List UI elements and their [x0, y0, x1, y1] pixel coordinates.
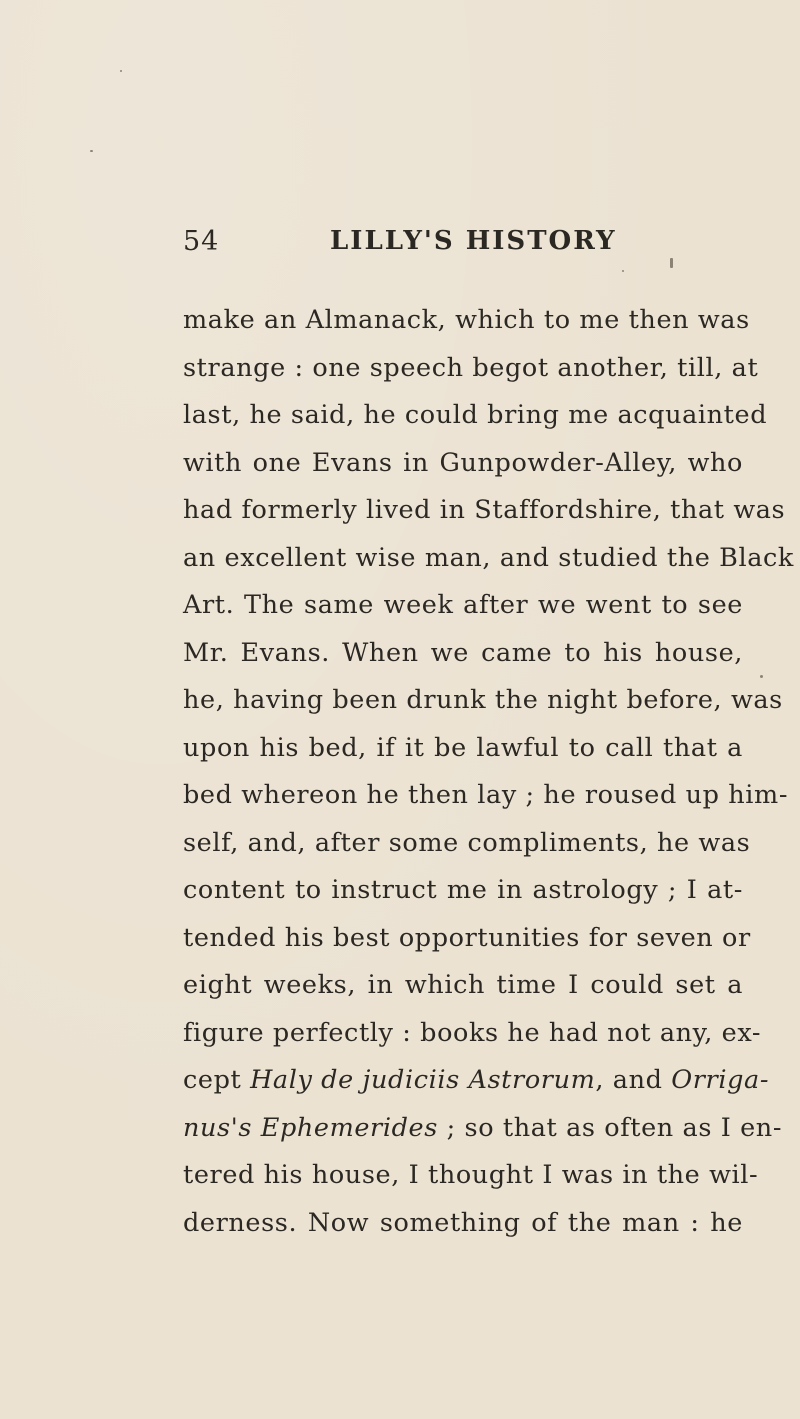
- text-line: he, having been drunk the night before, was: [183, 685, 783, 715]
- running-head: LILLY'S HISTORY: [330, 226, 617, 256]
- body-text: [183, 297, 794, 1247]
- text-line: eight weeks, in which time I could set a: [183, 970, 743, 1000]
- text-line: upon his bed, if it be lawful to call that a: [183, 732, 743, 763]
- text-line: strange : one speech begot another, till, at: [183, 352, 759, 383]
- text-line: with one Evans in Gunpowder-Alley, who: [183, 447, 743, 478]
- text-fragment: ; so that as often as I en-: [437, 1112, 783, 1143]
- italic-title: nus's Ephemerides: [183, 1112, 438, 1143]
- text-line: tered his house, I thought I was in the wil-: [183, 1160, 759, 1190]
- text-line: last, he said, he could bring me acquainted: [183, 400, 768, 430]
- italic-title: Haly de judiciis Astrorum: [250, 1065, 596, 1095]
- italic-name: Orriga-: [671, 1065, 770, 1095]
- text-line: Mr. Evans. When we came to his house,: [183, 637, 743, 668]
- text-line: bed whereon he then lay ; he roused up him-: [183, 780, 789, 810]
- text-line: make an Almanack, which to me then was: [183, 305, 750, 335]
- text-line-italic-mix: [183, 1105, 783, 1153]
- text-fragment: cept: [183, 1065, 251, 1095]
- text-line: had formerly lived in Staffordshire, that was: [183, 495, 786, 525]
- page-number: 54: [183, 226, 220, 257]
- text-line: self, and, after some compliments, he was: [183, 827, 751, 858]
- text-fragment: , and: [595, 1065, 672, 1095]
- text-line: figure perfectly : books he had not any, ex-: [183, 1017, 762, 1048]
- text-line-italic-mix: [183, 1057, 770, 1105]
- page-header: [183, 226, 743, 266]
- text-line: content to instruct me in astrology ; I at-: [183, 875, 743, 905]
- text-line: Art. The same week after we went to see: [183, 590, 743, 620]
- text-line: tended his best opportunities for seven or: [183, 922, 751, 953]
- text-line: derness. Now something of the man : he: [183, 1207, 743, 1238]
- text-line: an excellent wise man, and studied the Black: [183, 542, 794, 573]
